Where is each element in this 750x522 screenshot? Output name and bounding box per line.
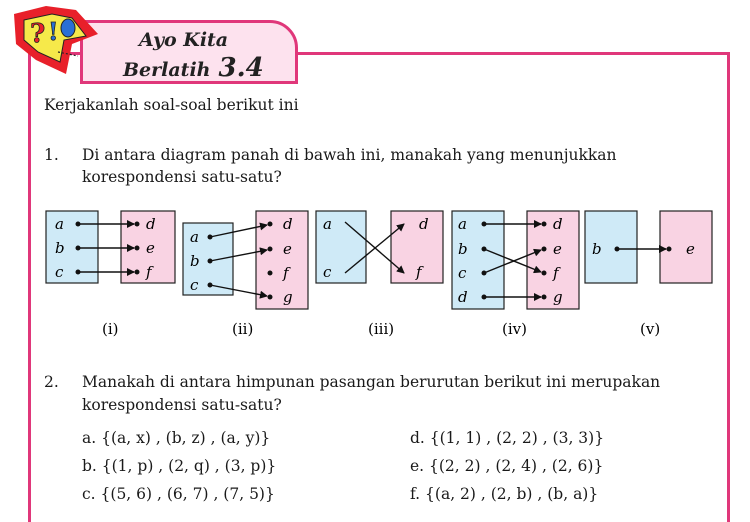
diagram-ii-left-a: a: [190, 228, 199, 246]
diagram-ii-right-f: f: [283, 264, 289, 282]
question-2-line2: korespondensi satu-satu?: [82, 396, 282, 414]
diagram-iii: [316, 211, 443, 338]
diagram-iii-label: (iii): [368, 320, 395, 338]
diagram-iv-right-g: g: [553, 288, 563, 306]
diagram-ii-left-b: b: [190, 252, 200, 270]
option-d: d. {(1, 1) , (2, 2) , (3, 3)}: [410, 429, 605, 447]
diagram-iii-right-d: d: [419, 215, 429, 233]
diagram-iv-left-b: b: [458, 240, 468, 258]
diagram-iv-right-d: d: [553, 215, 563, 233]
diagram-iii-right-f: f: [416, 263, 422, 281]
diagram-i-left-c: c: [55, 263, 64, 281]
diagram-i-right-e: e: [146, 239, 155, 257]
question-2-number: 2.: [44, 373, 59, 391]
option-a: a. {(a, x) , (b, z) , (a, y)}: [82, 429, 271, 447]
header-title-line1: Ayo Kita: [139, 29, 229, 51]
diagram-ii-right-e: e: [283, 240, 292, 258]
option-e: e. {(2, 2) , (2, 4) , (2, 6)}: [410, 457, 604, 475]
diagram-iii-left-c: c: [323, 263, 332, 281]
diagram-i-left-a: a: [55, 215, 64, 233]
diagram-ii-label: (ii): [232, 320, 254, 338]
diagram-v: [585, 211, 712, 338]
diagram-iv-left-a: a: [458, 215, 467, 233]
diagram-i-label: (i): [102, 320, 119, 338]
diagram-i-left-b: b: [55, 239, 65, 257]
diagram-i-right-f: f: [146, 263, 152, 281]
diagram-v-label: (v): [640, 320, 661, 338]
svg-text:?: ?: [30, 19, 46, 49]
diagram-iv: [452, 211, 579, 338]
diagram-iv-label: (iv): [502, 320, 527, 338]
diagram-iv-left-d: d: [458, 288, 468, 306]
question-1-number: 1.: [44, 146, 59, 164]
option-c: c. {(5, 6) , (6, 7) , (7, 5)}: [82, 485, 275, 503]
diagram-v-right-e: e: [686, 240, 695, 258]
diagram-iv-right-f: f: [553, 264, 559, 282]
diagram-i: [46, 211, 175, 338]
instruction-text: Kerjakanlah soal-soal berikut ini: [44, 96, 299, 114]
option-f: f. {(a, 2) , (2, b) , (b, a)}: [410, 485, 599, 503]
diagram-ii-left-c: c: [190, 276, 199, 294]
diagram-iv-right-e: e: [553, 240, 562, 258]
question-2-line1: Manakah di antara himpunan pasangan berurutan berikut ini merupakan: [82, 373, 661, 391]
diagram-iii-left-a: a: [323, 215, 332, 233]
question-1-line2: korespondensi satu-satu?: [82, 168, 282, 186]
diagram-v-left-b: b: [592, 240, 602, 258]
svg-text:!: !: [48, 17, 59, 46]
header-number: 3.4: [218, 53, 264, 83]
diagram-ii: [183, 211, 308, 338]
diagram-ii-right-g: g: [283, 288, 293, 306]
option-b: b. {(1, p) , (2, q) , (3, p)}: [82, 457, 277, 475]
diagram-iv-left-c: c: [458, 264, 467, 282]
question-1-line1: Di antara diagram panah di bawah ini, manakah yang menunjukkan: [82, 146, 617, 164]
diagram-ii-right-d: d: [283, 215, 293, 233]
diagram-i-right-d: d: [146, 215, 156, 233]
header-title-word: Berlatih: [123, 59, 211, 81]
